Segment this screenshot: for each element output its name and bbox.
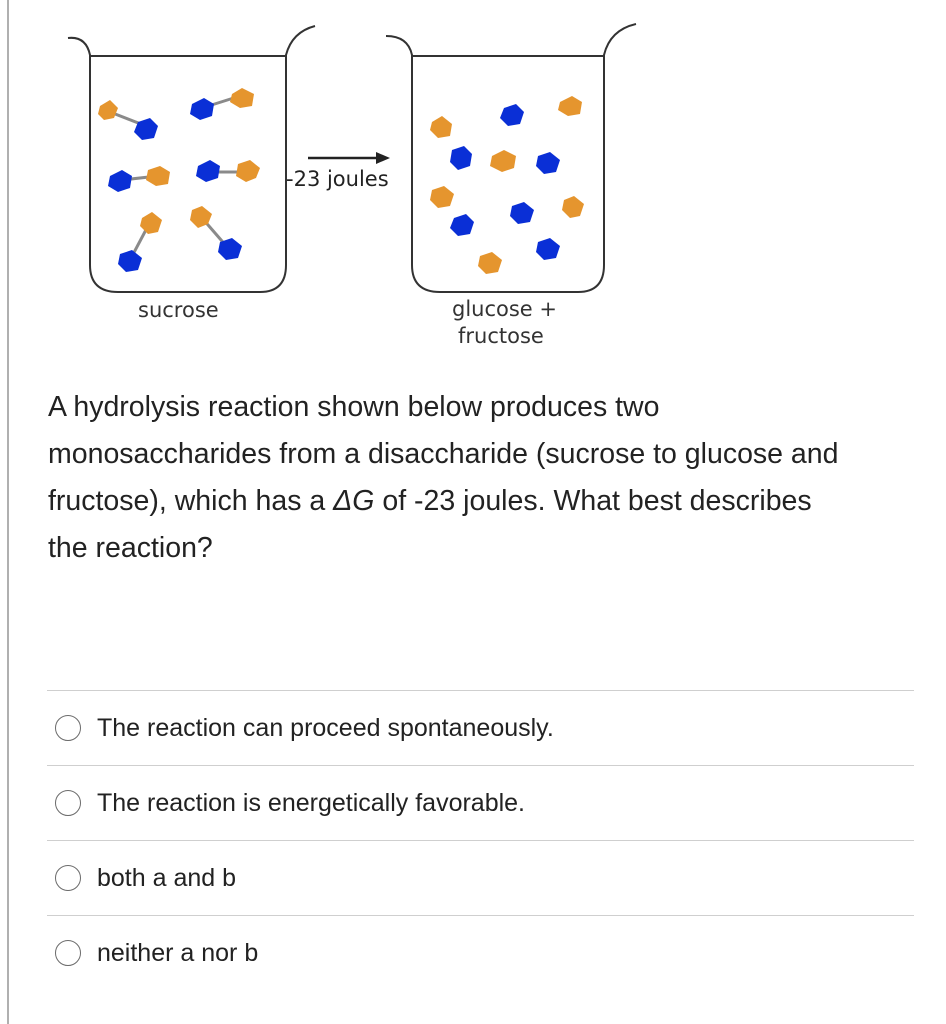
- sucrose-molecule: [196, 160, 260, 182]
- reaction-arrow: [286, 152, 390, 191]
- glucose-molecule: [450, 214, 474, 236]
- reaction-diagram: [60, 10, 660, 360]
- fructose-molecule: [478, 252, 502, 274]
- radio-button[interactable]: [55, 790, 81, 816]
- answer-option-b[interactable]: [47, 765, 914, 840]
- radio-button[interactable]: [55, 865, 81, 891]
- question-line-1: A hydrolysis reaction shown below produces two: [48, 391, 660, 423]
- fructose-molecule: [430, 186, 454, 208]
- glucose-molecule: [536, 238, 560, 260]
- sucrose-molecule: [190, 206, 242, 260]
- sucrose-beaker: [68, 26, 315, 292]
- sucrose-molecule: [98, 100, 158, 140]
- answer-label: The reaction can proceed spontaneously.: [97, 713, 554, 742]
- answer-label: The reaction is energetically favorable.: [97, 788, 526, 817]
- glucose-molecule: [536, 152, 560, 174]
- fructose-molecule: [430, 116, 452, 138]
- fructose-molecule: [562, 196, 584, 218]
- glucose-molecule: [500, 104, 524, 126]
- question-text: [48, 384, 908, 572]
- fructose-label: fructose: [458, 324, 544, 348]
- answer-option-a[interactable]: [47, 690, 914, 765]
- glucose-molecule: [450, 146, 472, 170]
- answer-label: neither a nor b: [97, 938, 259, 967]
- question-line-3-start: fructose), which has a: [48, 485, 334, 517]
- sucrose-molecules: [98, 88, 260, 272]
- question-line-4: the reaction?: [48, 532, 213, 564]
- sucrose-molecule: [108, 166, 170, 192]
- sucrose-molecule: [118, 212, 162, 272]
- page-left-border: [7, 0, 9, 1024]
- answer-option-c[interactable]: [47, 840, 914, 915]
- fructose-molecule: [558, 96, 582, 116]
- glucose-molecule: [510, 202, 534, 224]
- radio-button[interactable]: [55, 715, 81, 741]
- fructose-molecule: [490, 150, 516, 172]
- question-line-3-end: of -23 joules. What best describes: [374, 485, 812, 517]
- answer-option-d[interactable]: [47, 915, 914, 990]
- answer-options: [47, 690, 914, 990]
- delta-g-symbol: ΔG: [333, 485, 375, 517]
- question-line-2: monosaccharides from a disaccharide (sucrose to glucose and: [48, 438, 839, 470]
- answer-label: both a and b: [97, 863, 237, 892]
- sucrose-molecule: [190, 88, 254, 120]
- sucrose-label: sucrose: [138, 298, 219, 322]
- glucose-label: glucose +: [452, 297, 557, 321]
- arrow-label: -23 joules: [286, 167, 389, 191]
- radio-button[interactable]: [55, 940, 81, 966]
- reaction-diagram-svg: [60, 10, 660, 360]
- product-molecules: [430, 96, 584, 274]
